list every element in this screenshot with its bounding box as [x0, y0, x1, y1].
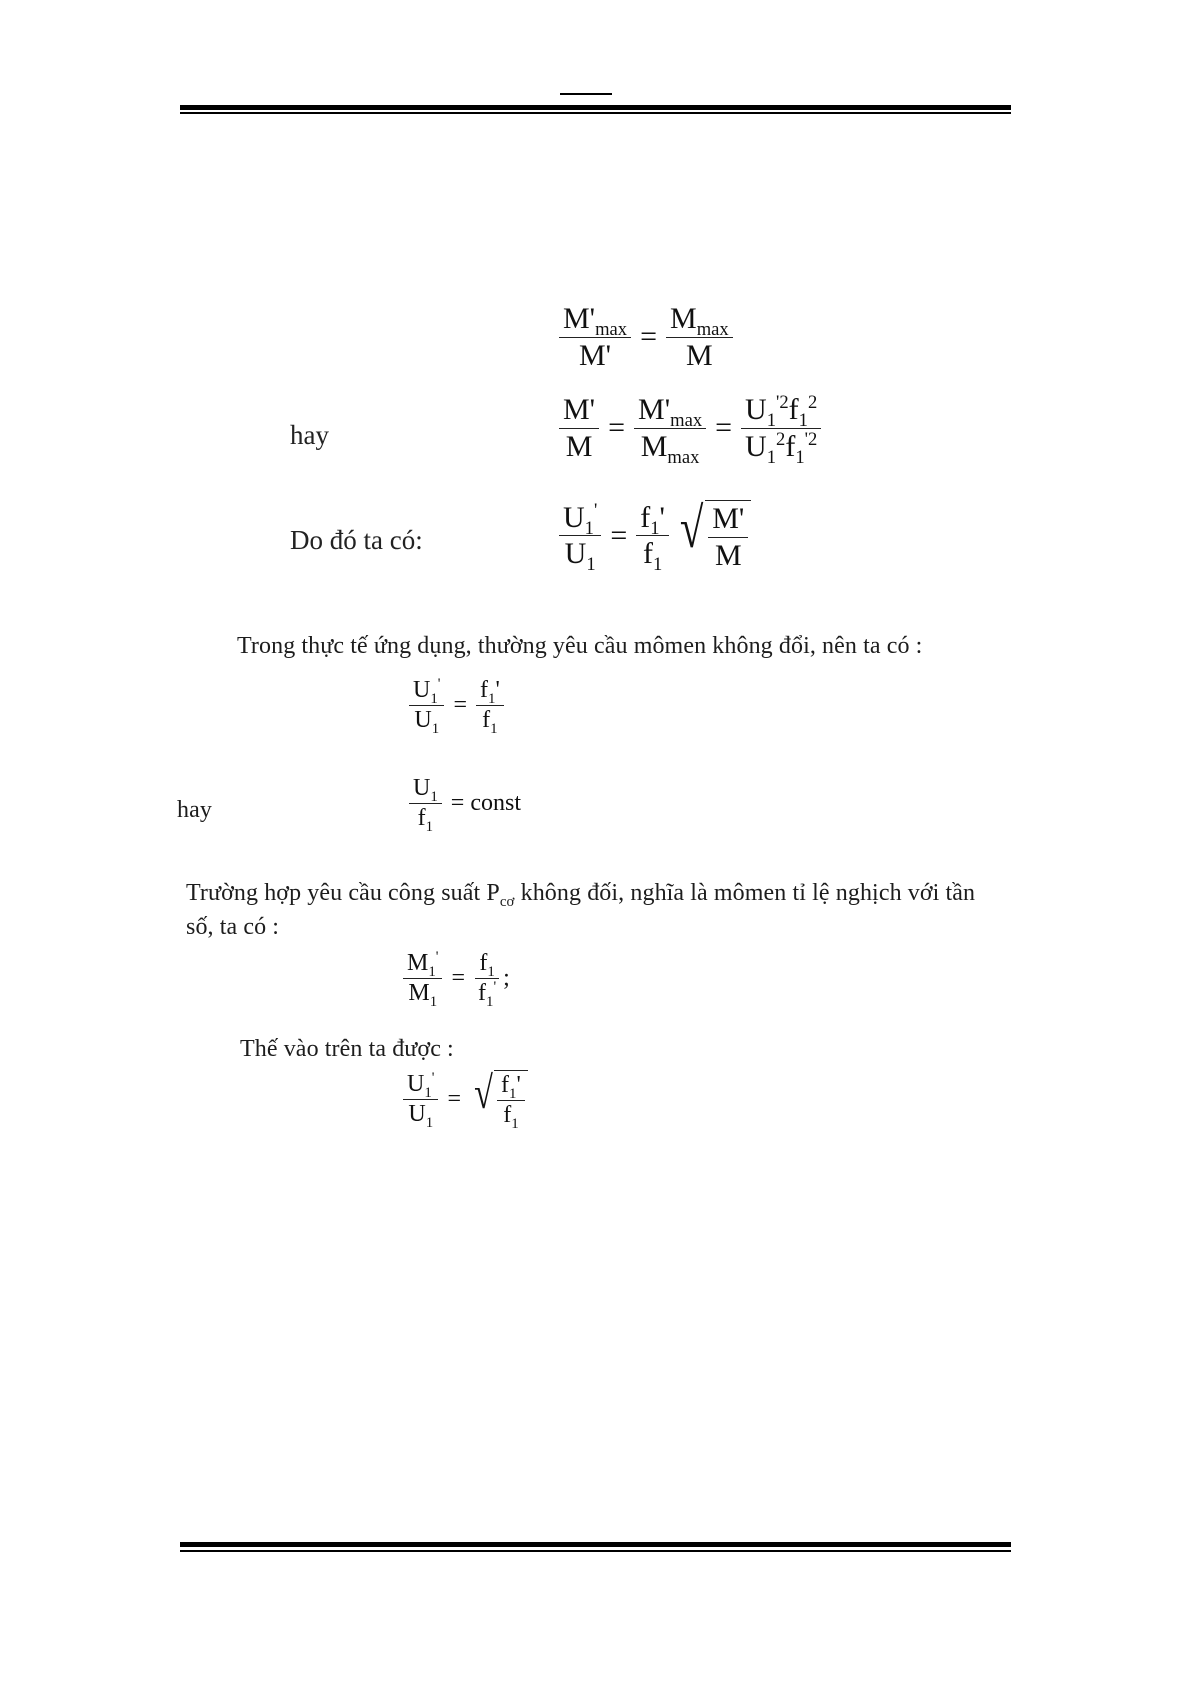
- paragraph-constant-power: Trường hợp yêu cầu công suất $P_{cơ}$ không đối, nghĩa là mômen tỉ lệ nghịch với tần: [186, 880, 976, 910]
- paragraph-constant-power-line2: số, ta có :: [186, 914, 280, 940]
- label-do-do-ta-co: Do đó ta có:: [290, 525, 423, 555]
- equation-5: $\frac{U_1}{f_1}$ = const: [406, 775, 521, 831]
- paragraph-constant-torque: Trong thực tế ứng dụng, thường yêu cầu mômen không đổi, nên ta có :: [237, 633, 923, 659]
- equation-4: $\frac{U_1'}{U_1}$ = $\frac{f_1'}{f_1}$: [406, 677, 507, 733]
- equation-6: $\frac{M_1'}{M_1}$ = $\frac{f_1}{f_1'}$ ;: [400, 950, 510, 1006]
- footer-rule-thin: [180, 1550, 1011, 1552]
- header-short-line: [560, 93, 612, 95]
- equation-2: $\frac{M'}{M}$ = $\frac{M'_{max}}{M_{max}}$ = $\frac{U_1^{'2}f_1^2}{U_1^2f_1^{'2}}$: [556, 393, 824, 462]
- header-rule-thick: [180, 105, 1011, 110]
- equation-7: $\frac{U_1'}{U_1}$ = √ $\frac{f_1'}{f_1}$: [400, 1070, 528, 1128]
- equation-3: $\frac{U_1'}{U_1}$ = $\frac{f_1'}{f_1}$ √ $\frac{M'}{M}$: [556, 500, 751, 571]
- label-hay-1: hay: [290, 420, 329, 450]
- footer-rule-thick: [180, 1542, 1011, 1547]
- equation-1: $\frac{M'_{max}}{M'}$ = $\frac{M_{max}}{M}$: [556, 302, 736, 371]
- label-hay-2: hay: [177, 797, 212, 823]
- header-rule-thin: [180, 112, 1011, 114]
- paragraph-substitute: Thế vào trên ta được :: [240, 1036, 454, 1062]
